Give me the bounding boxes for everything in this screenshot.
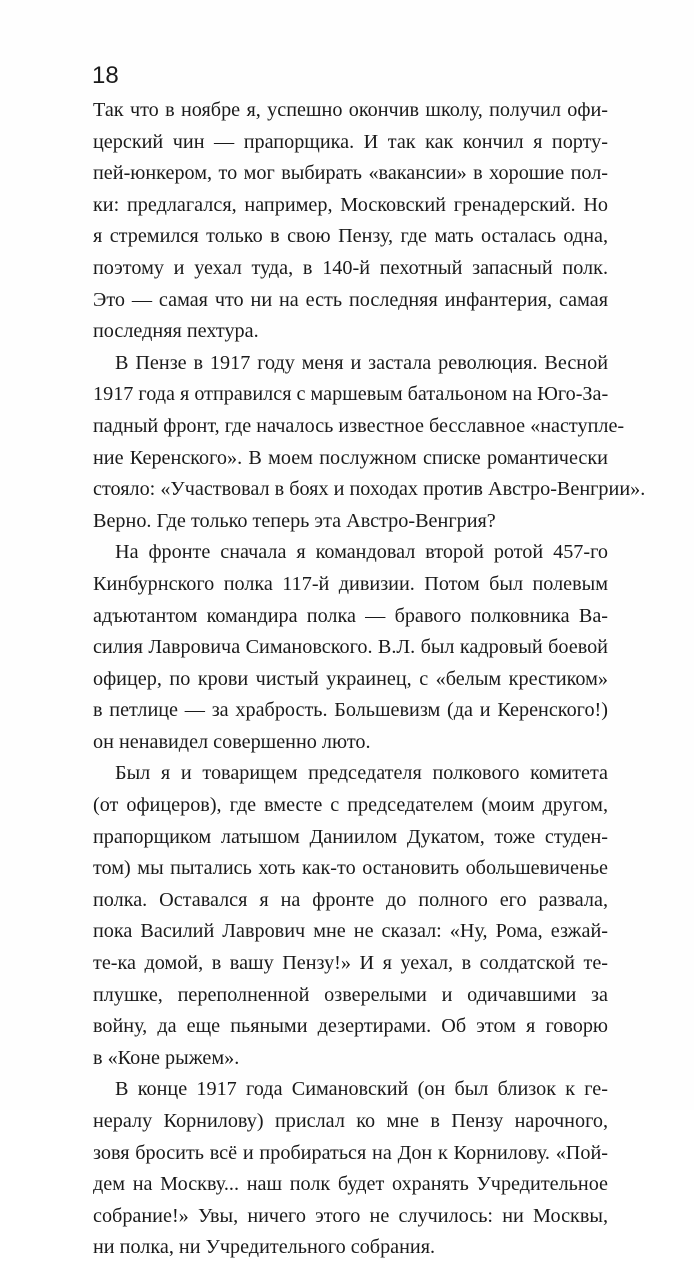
text-line: нералу Корнилову) прислал ко мне в Пензу нарочного, <box>93 1110 608 1132</box>
text-line: стояло: «Участвовал в боях и походах против Австро-Венгрии». <box>93 478 646 501</box>
text-line: последняя пехтура. <box>93 320 259 343</box>
text-line: В конце 1917 года Симановский (он был близок к ге- <box>115 1078 608 1101</box>
text-line: В Пензе в 1917 году меня и застала революция. Весной <box>115 351 608 374</box>
text-line: Верно. Где только теперь эта Австро-Венгрия? <box>93 509 496 532</box>
text-line: прапорщиком латышом Даниилом Дукатом, тоже студен- <box>93 825 608 848</box>
text-line: пока Василий Лаврович мне не сказал: «Ну, Рома, езжай- <box>93 920 608 943</box>
text-line: поэтому и уехал туда, в 140-й пехотный запасный полк. <box>93 256 608 279</box>
text-line: он ненавидел совершенно люто. <box>93 730 371 753</box>
text-line: (от офицеров), где вместе с председателем (моим другом, <box>93 794 608 817</box>
text-line: те-ка домой, в вашу Пензу!» И я уехал, в солдатской те- <box>93 952 608 975</box>
text-line: Так что в ноябре я, успешно окончив школу, получил офи- <box>93 99 608 121</box>
text-line: полка. Оставался я на фронте до полного его развала, <box>93 888 608 911</box>
text-line: Кинбурнского полка 117-й дивизии. Потом был полевым <box>93 572 608 595</box>
text-line: собрание!» Увы, ничего этого не случилось: ни Москвы, <box>93 1204 608 1227</box>
text-line: ки: предлагался, например, Московский гренадерский. Но <box>93 193 608 216</box>
text-line: плушке, переполненной озверелыми и одичавшими за <box>93 983 608 1006</box>
text-line: падный фронт, где началось известное бесславное «наступле- <box>93 414 625 437</box>
text-line: в петлице — за храбрость. Большевизм (да и Керенского!) <box>93 699 608 722</box>
text-line: Это — самая что ни на есть последняя инфантерия, самая <box>93 288 608 311</box>
text-line: адъютантом командира полка — бравого полковника Ва- <box>93 604 608 627</box>
paragraph <box>93 1074 608 1264</box>
text-line: церский чин — прапорщика. И так как кончил я порту- <box>93 130 608 153</box>
text-line: ни полка, ни Учредительного собрания. <box>93 1236 436 1259</box>
text-line: 1917 года я отправился с маршевым батальоном на Юго-За- <box>93 383 609 406</box>
body-text <box>93 95 646 1264</box>
paragraph <box>93 95 608 348</box>
page-number: 18 <box>92 62 119 89</box>
text-line: пей-юнкером, то мог выбирать «вакансии» в хорошие пол- <box>93 162 608 185</box>
paragraph <box>93 348 646 538</box>
text-line: том) мы пытались хоть как-то остановить обольшевиченье <box>93 857 608 880</box>
text-line: войну, да еще пьяными дезертирами. Об этом я говорю <box>93 1015 608 1038</box>
text-line: офицер, по крови чистый украинец, с «белым крестиком» <box>93 667 608 690</box>
paragraph <box>93 758 608 1074</box>
text-line: ние Керенского». В моем послужном списке романтически <box>93 446 608 469</box>
text-line: я стремился только в свою Пензу, где мать осталась одна, <box>93 225 608 248</box>
text-line: в «Коне рыжем». <box>93 1046 240 1069</box>
text-line: дем на Москву... наш полк будет охранять Учредительное <box>93 1173 608 1196</box>
text-line: силия Лавровича Симановского. В.Л. был кадровый боевой <box>93 636 608 659</box>
text-line: На фронте сначала я командовал второй ротой 457-го <box>115 541 608 564</box>
paragraph <box>93 537 608 758</box>
text-line: Был я и товарищем председателя полкового комитета <box>115 762 608 785</box>
text-line: зовя бросить всё и пробираться на Дон к Корнилову. «Пой- <box>93 1141 608 1164</box>
